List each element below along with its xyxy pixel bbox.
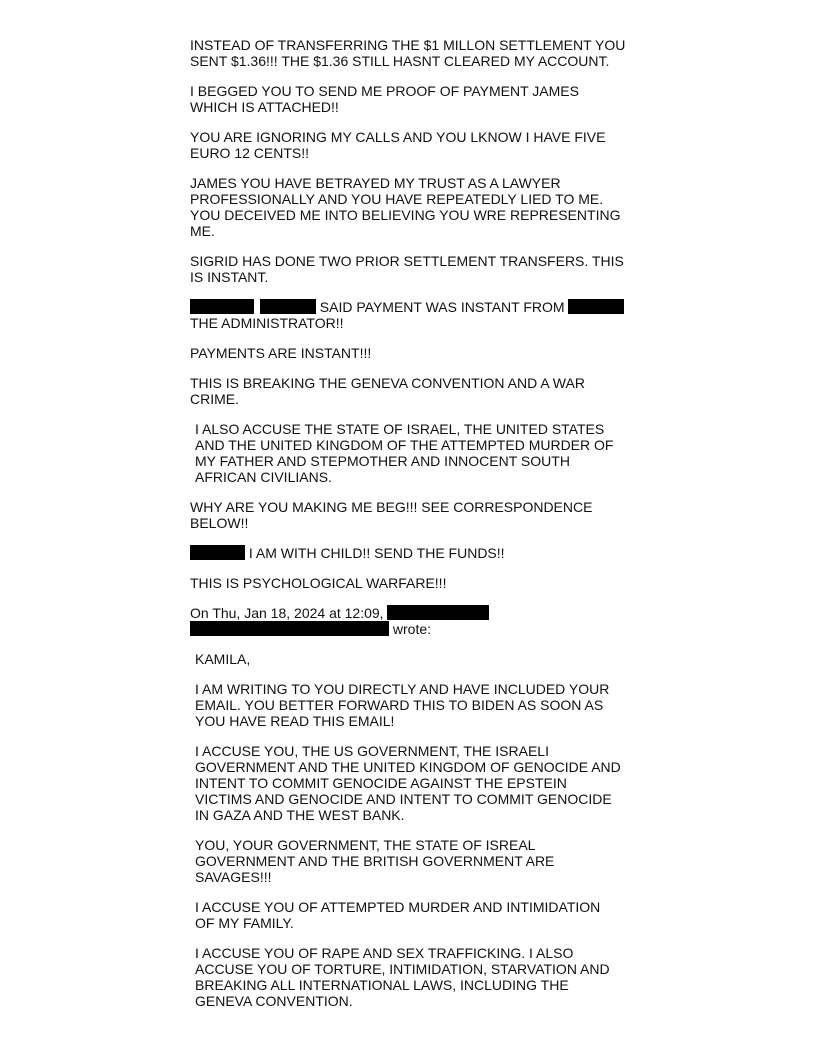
quoted-header bbox=[190, 605, 630, 637]
quoted-paragraph: I ACCUSE YOU OF ATTEMPTED MURDER AND INTIMIDATION OF MY FAMILY. bbox=[195, 899, 601, 931]
email-paragraph: THIS IS PSYCHOLOGICAL WARFARE!!! bbox=[190, 575, 447, 591]
quoted-paragraph: I ACCUSE YOU OF RAPE AND SEX TRAFFICKING. I ALSO ACCUSE YOU OF TORTURE, INTIMIDATION, STARVATION AND BREAKING ALL INTERNATIONAL LAWS, INCLUDING THE GENEVA CONVENTION. bbox=[195, 945, 610, 1009]
email-paragraph: I ALSO ACCUSE THE STATE OF ISRAEL, THE UNITED STATES AND THE UNITED KINGDOM OF THE ATTEMPTED MURDER OF MY FATHER AND STEPMOTHER AND INNOCENT SOUTH AFRICAN CIVILIANS. bbox=[195, 421, 614, 485]
redaction-block bbox=[190, 545, 245, 560]
redaction-block bbox=[568, 299, 624, 314]
quoted-header-suffix: wrote: bbox=[389, 621, 432, 637]
quoted-paragraph: I ACCUSE YOU, THE US GOVERNMENT, THE ISRAELI GOVERNMENT AND THE UNITED KINGDOM OF GENOCIDE AND INTENT TO COMMIT GENOCIDE AGAINST THE EPSTEIN VICTIMS AND GENOCIDE AND INTENT TO COMMIT GENOCIDE IN GAZA AND THE WEST BANK. bbox=[195, 743, 621, 823]
email-paragraph: I BEGGED YOU TO SEND ME PROOF OF PAYMENT JAMES WHICH IS ATTACHED!! bbox=[190, 83, 579, 115]
email-paragraph: SIGRID HAS DONE TWO PRIOR SETTLEMENT TRANSFERS. THIS IS INSTANT. bbox=[190, 253, 624, 285]
paragraph-text: THE ADMINISTRATOR!! bbox=[190, 315, 344, 331]
email-paragraph: PAYMENTS ARE INSTANT!!! bbox=[190, 345, 372, 361]
email-paragraph: WHY ARE YOU MAKING ME BEG!!! SEE CORRESPONDENCE BELOW!! bbox=[190, 499, 593, 531]
paragraph-text: I AM WITH CHILD!! SEND THE FUNDS!! bbox=[245, 545, 505, 561]
redaction-block bbox=[190, 299, 254, 314]
email-paragraph: THIS IS BREAKING THE GENEVA CONVENTION AND A WAR CRIME. bbox=[190, 375, 585, 407]
redaction-block bbox=[190, 621, 389, 636]
redaction-block bbox=[260, 299, 316, 314]
email-paragraph: JAMES YOU HAVE BETRAYED MY TRUST AS A LAWYER PROFESSIONALLY AND YOU HAVE REPEATEDLY LIED TO ME. YOU DECEIVED ME INTO BELIEVING YOU WRE REPRESENTING ME. bbox=[190, 175, 621, 239]
quoted-greeting: KAMILA, bbox=[195, 651, 251, 667]
quoted-header-prefix: On Thu, Jan 18, 2024 at 12:09, bbox=[190, 605, 388, 621]
quoted-paragraph: I AM WRITING TO YOU DIRECTLY AND HAVE INCLUDED YOUR EMAIL. YOU BETTER FORWARD THIS TO BIDEN AS SOON AS YOU HAVE READ THIS EMAIL! bbox=[195, 681, 610, 729]
email-paragraph-redacted bbox=[190, 545, 630, 561]
paragraph-text: SAID PAYMENT WAS INSTANT FROM bbox=[315, 299, 569, 315]
email-paragraph-redacted bbox=[190, 299, 630, 331]
quoted-paragraph: YOU, YOUR GOVERNMENT, THE STATE OF ISREAL GOVERNMENT AND THE BRITISH GOVERNMENT ARE SAVAGES!!! bbox=[195, 837, 555, 885]
email-paragraph: INSTEAD OF TRANSFERRING THE $1 MILLON SETTLEMENT YOU SENT $1.36!!! THE $1.36 STILL HASNT CLEARED MY ACCOUNT. bbox=[190, 37, 626, 69]
redaction-block bbox=[387, 605, 489, 620]
email-paragraph: YOU ARE IGNORING MY CALLS AND YOU LKNOW I HAVE FIVE EURO 12 CENTS!! bbox=[190, 129, 606, 161]
